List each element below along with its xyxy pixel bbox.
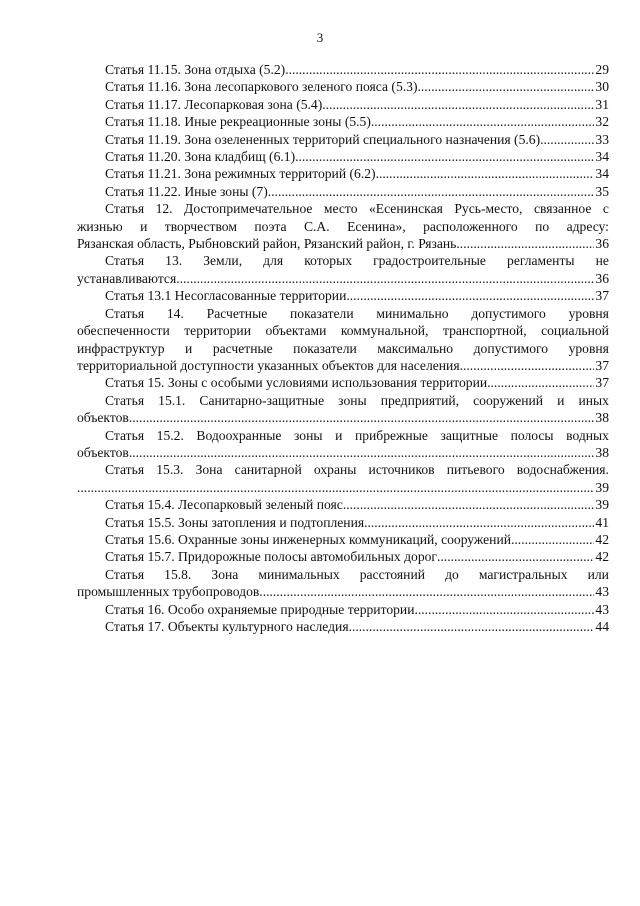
dot-leader [259, 583, 594, 600]
toc-entry[interactable] [77, 496, 609, 513]
toc-entry-title: Статья 11.20. Зона кладбищ (6.1) [105, 149, 296, 165]
toc-entry-title: Статья 13.1 Несогласованные территории [105, 288, 347, 304]
dot-leader [129, 444, 595, 461]
toc-entry-title: Статья 11.17. Лесопарковая зона (5.4) [105, 96, 323, 112]
toc-entry-page: 43 [595, 584, 609, 600]
dot-leader [285, 61, 594, 78]
toc-entry-line: Статья 13. Земли, для которых градостроительные регламенты не [105, 253, 609, 269]
dot-leader [511, 531, 594, 548]
toc-entry-page: 29 [595, 62, 609, 77]
dot-leader [77, 479, 594, 496]
toc-entry-line: Статья 15.8. Зона минимальных расстояний до магистральных или [105, 566, 609, 582]
toc-entry[interactable] [77, 392, 609, 427]
toc-entry-last-line [77, 409, 609, 426]
dot-leader [349, 618, 595, 635]
toc-entry-page: 34 [595, 166, 609, 182]
toc-entry-line: инфраструктур и расчетные показатели максимально допустимого уровня [77, 340, 609, 356]
toc-entry-page: 39 [595, 497, 609, 513]
toc-entry-title: Статья 11.16. Зона лесопаркового зеленого пояса (5.3) [105, 79, 418, 95]
toc-entry-title: Статья 11.22. Иные зоны (7) [105, 183, 268, 199]
toc-entry[interactable] [77, 566, 609, 601]
toc-entry-page: 38 [595, 444, 609, 460]
toc-entry-title: Статья 17. Объекты культурного наследия [105, 619, 349, 634]
toc-entry[interactable] [77, 78, 609, 95]
toc-entry-page: 36 [595, 270, 609, 286]
toc-entry-title: Статья 11.21. Зона режимных территорий (6.2) [105, 166, 376, 182]
dot-leader [414, 601, 594, 618]
toc-entry[interactable] [77, 61, 609, 78]
dot-leader [322, 96, 594, 113]
dot-leader [417, 78, 594, 95]
dot-leader [376, 165, 595, 182]
dot-leader [456, 235, 594, 252]
toc-entry-page: 30 [595, 79, 609, 95]
toc-entry-line: жизнью и творчеством поэта С.А. Есенина», расположенного по адресу: [77, 218, 609, 234]
toc-entry-title: территориальной доступности указанных объектов для населения [77, 357, 460, 373]
toc-entry-title: Статья 15.5. Зоны затопления и подтопления [105, 514, 365, 530]
toc-entry-title: промышленных трубопроводов [77, 584, 260, 600]
toc-entry[interactable] [77, 287, 609, 304]
dot-leader [371, 113, 595, 130]
toc-entry-page: 39 [595, 479, 609, 495]
toc-entry-title: Статья 15.4. Лесопарковый зеленый пояс [105, 497, 343, 513]
toc-entry[interactable] [77, 514, 609, 531]
dot-leader [176, 270, 594, 287]
toc-entry-page: 33 [595, 131, 609, 147]
toc-entry-title: Статья 11.19. Зона озелененных территорий специального назначения (5.6) [105, 131, 541, 147]
toc-entry-line: Статья 14. Расчетные показатели минимально допустимого уровня [105, 305, 609, 321]
toc-entry-title: Статья 11.18. Иные рекреационные зоны (5.5) [105, 114, 371, 130]
toc-entry-page: 43 [595, 601, 609, 617]
dot-leader [364, 514, 594, 531]
toc-entry-title: устанавливаются [77, 270, 177, 286]
toc-entry[interactable] [77, 461, 609, 496]
toc-entry-title: Статья 15.6. Охранные зоны инженерных коммуникаций, сооружений [105, 531, 511, 547]
toc-entry[interactable] [77, 131, 609, 148]
toc-entry[interactable] [77, 618, 609, 635]
toc-entry-title: Статья 16. Особо охраняемые природные территории [105, 601, 415, 617]
toc-entry-title: объектов [77, 410, 129, 426]
table-of-contents [77, 61, 609, 635]
toc-entry[interactable] [77, 183, 609, 200]
toc-entry-line: Статья 15.3. Зона санитарной охраны источников питьевого водоснабжения. [105, 462, 609, 478]
toc-entry-page: 35 [595, 183, 609, 199]
dot-leader [129, 409, 595, 426]
dot-leader [346, 287, 594, 304]
toc-entry-page: 37 [595, 357, 609, 373]
toc-entry[interactable] [77, 374, 609, 391]
dot-leader [460, 357, 595, 374]
toc-entry-last-line [77, 357, 609, 374]
toc-entry-page: 41 [595, 514, 609, 530]
toc-entry-page: 42 [595, 549, 609, 565]
toc-entry-title: Рязанская область, Рыбновский район, Рязанский район, г. Рязань [77, 236, 457, 252]
toc-entry[interactable] [77, 305, 609, 375]
dot-leader [295, 148, 594, 165]
toc-entry-last-line [77, 583, 609, 600]
toc-entry-page: 44 [595, 619, 609, 634]
dot-leader [487, 374, 594, 391]
toc-entry[interactable] [77, 165, 609, 182]
dot-leader [437, 548, 594, 565]
toc-entry-page: 32 [595, 114, 609, 130]
toc-entry-page: 31 [595, 96, 609, 112]
toc-entry-line: Статья 15.1. Санитарно-защитные зоны предприятий, сооружений и иных [105, 392, 609, 408]
toc-entry-page: 34 [595, 149, 609, 165]
toc-entry-page: 37 [595, 375, 609, 391]
toc-entry[interactable] [77, 548, 609, 565]
dot-leader [343, 496, 595, 513]
toc-entry-last-line [77, 479, 609, 496]
toc-entry[interactable] [77, 113, 609, 130]
toc-entry-title: Статья 11.15. Зона отдыха (5.2) [105, 62, 286, 77]
toc-entry-line: Статья 12. Достопримечательное место «Есенинская Русь-место, связанное с [105, 201, 609, 217]
toc-entry[interactable] [77, 252, 609, 287]
toc-entry[interactable] [77, 531, 609, 548]
toc-entry-page: 38 [595, 410, 609, 426]
toc-entry-page: 37 [595, 288, 609, 304]
toc-entry-title: объектов [77, 444, 129, 460]
toc-entry-last-line [77, 235, 609, 252]
toc-entry-last-line [77, 270, 609, 287]
toc-entry[interactable] [77, 601, 609, 618]
toc-entry-title: Статья 15.7. Придорожные полосы автомобильных дорог [105, 549, 437, 565]
toc-entry[interactable] [77, 96, 609, 113]
toc-entry-title: Статья 15. Зоны с особыми условиями использования территории [105, 375, 488, 391]
toc-entry[interactable] [77, 200, 609, 252]
dot-leader [540, 131, 594, 148]
toc-entry-last-line [77, 444, 609, 461]
dot-leader [268, 183, 595, 200]
toc-entry[interactable] [77, 148, 609, 165]
toc-entry-page: 42 [595, 531, 609, 547]
toc-entry-line: обеспеченности территории объектами коммунальной, транспортной, социальной [77, 323, 609, 339]
toc-entry-line: Статья 15.2. Водоохранные зоны и прибрежные защитные полосы водных [105, 427, 609, 443]
toc-entry-page: 36 [595, 236, 609, 252]
toc-entry[interactable] [77, 427, 609, 462]
page-number: 3 [316, 30, 324, 45]
